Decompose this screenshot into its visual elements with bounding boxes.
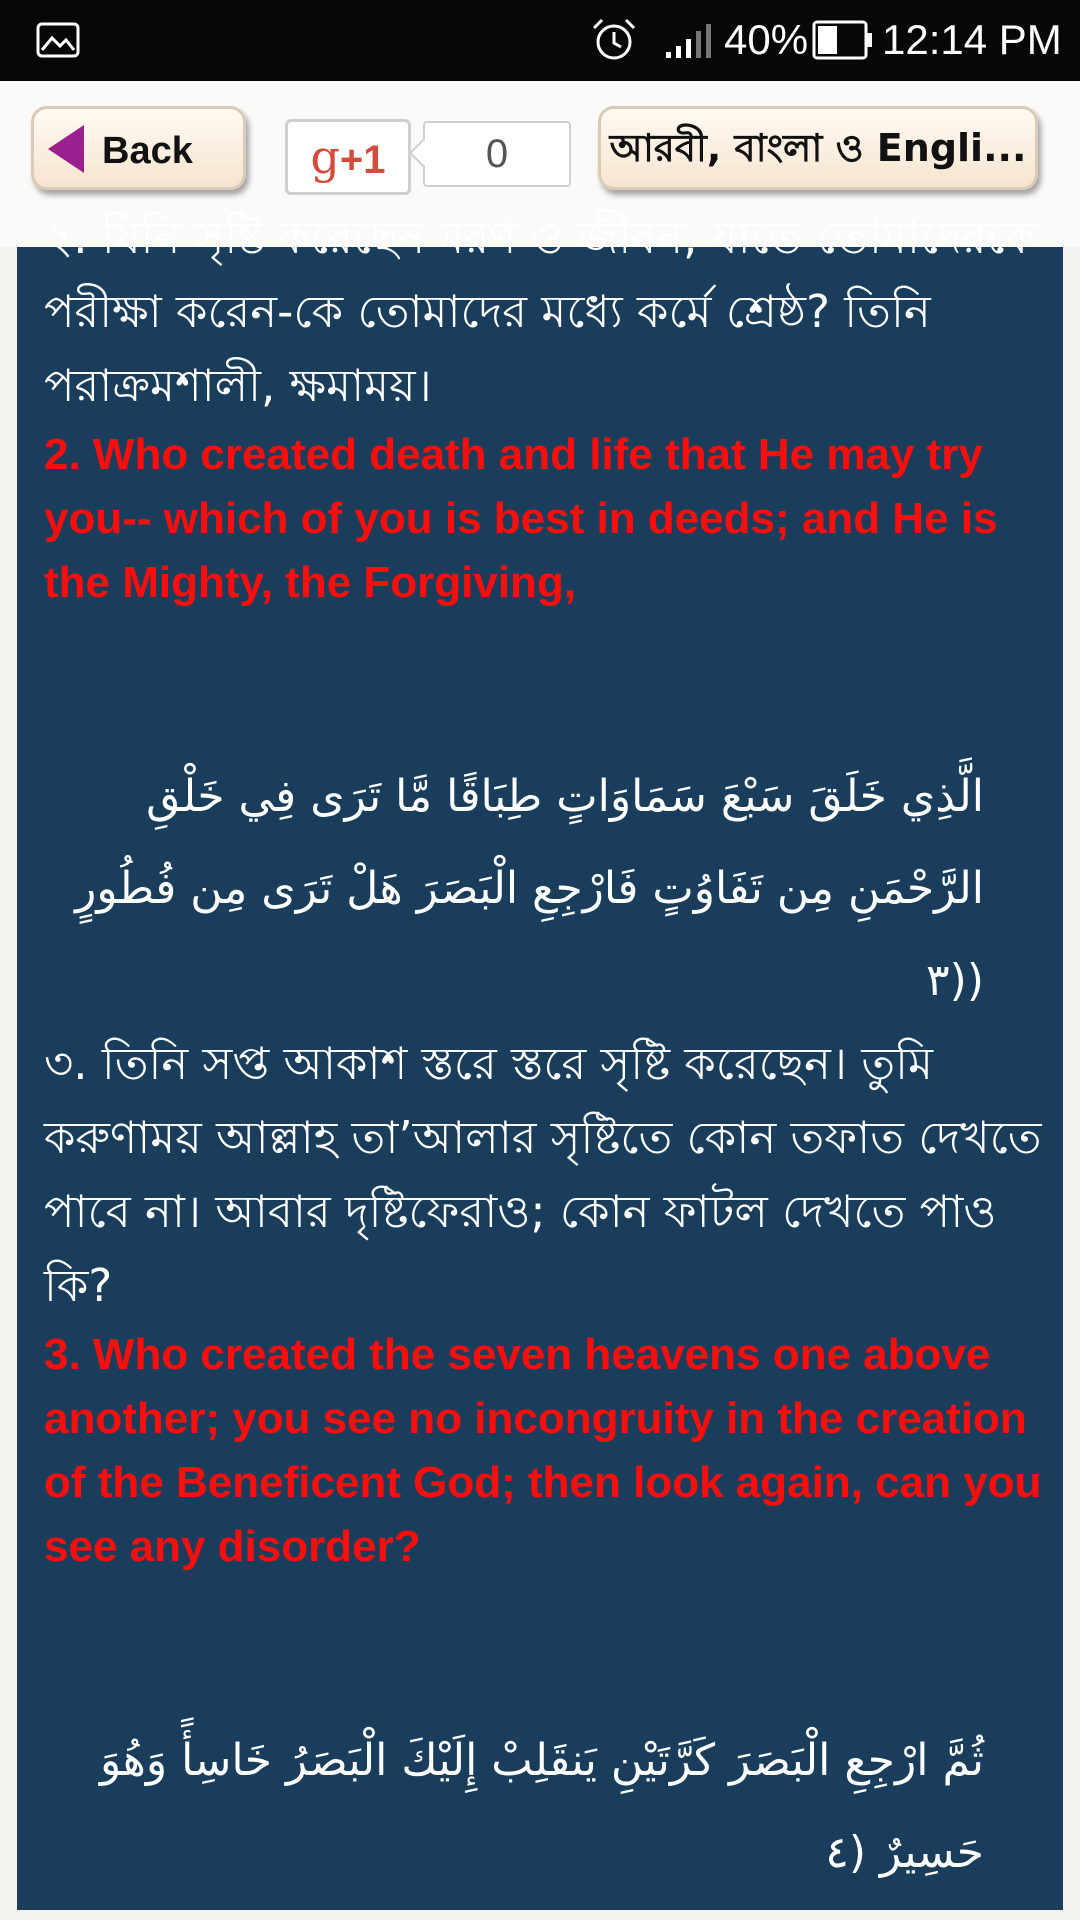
google-plus-one-button[interactable] <box>285 119 411 195</box>
verse-3-arabic: الَّذِي خَلَقَ سَبْعَ سَمَاوَاتٍ طِبَاقًا مَّا تَرَى فِي خَلْقِ الرَّحْمَنِ مِن تَفَاوُتٍ فَارْجِعِ الْبَصَرَ هَلْ تَرَى مِن فُطُورٍ ((٣ <box>75 771 984 1006</box>
verse-3-bengali: ৩. তিনি সপ্ত আকাশ স্তরে স্তরে সৃষ্টি করেছেন। তুমি করুণাময় আল্লাহ তা’আলার সৃষ্টিতে কোন তফাত দেখতে পাবে না। আবার দৃষ্টিফেরাও; কোন ফাটল দেখতে পাও কি? <box>44 1037 1042 1312</box>
alarm-icon <box>590 16 638 64</box>
verse-4-arabic: ثُمَّ ارْجِعِ الْبَصَرَ كَرَّتَيْنِ يَنقَلِبْ إِلَيْكَ الْبَصَرُ خَاسِأً وَهُوَ حَسِيرٌ (٤ <box>99 1735 984 1878</box>
plus-one-count: 0 <box>423 121 571 187</box>
verse-list <box>44 201 1044 1899</box>
plus-one-label: +1 <box>339 138 386 182</box>
verse-spacer <box>44 1579 1044 1715</box>
verse-content-panel[interactable] <box>17 211 1063 1910</box>
back-button[interactable] <box>31 106 246 190</box>
battery-icon <box>812 20 874 60</box>
verse-2-bengali: ২. যিনি সৃষ্টি করেছেন মরণ ও জীবন, যাতে তোমাদেরকে পরীক্ষা করেন-কে তোমাদের মধ্যে কর্মে শ্রেষ্ঠ? তিনি পরাক্রমশালী, ক্ষমাময়। <box>44 211 1037 412</box>
back-button-label: Back <box>102 130 193 172</box>
google-plus-icon: g <box>310 130 340 184</box>
gallery-icon <box>36 22 80 58</box>
signal-icon <box>664 22 712 60</box>
verse-3-english: 3. Who created the seven heavens one above another; you see no incongruity in the creation of the Beneficent God; then look again, can you see any disorder? <box>44 1330 1042 1571</box>
language-select-button[interactable]: আরবী, বাংলা ও Engli... <box>598 106 1038 190</box>
status-bar <box>0 0 1080 81</box>
verse-spacer <box>44 615 1044 751</box>
back-arrow-icon <box>48 125 84 173</box>
battery-percent: 40% <box>724 16 809 63</box>
clock: 12:14 PM <box>882 16 1062 63</box>
verse-2-english: 2. Who created death and life that He may try you-- which of you is best in deeds; and He is the Mighty, the Forgiving, <box>44 430 998 607</box>
